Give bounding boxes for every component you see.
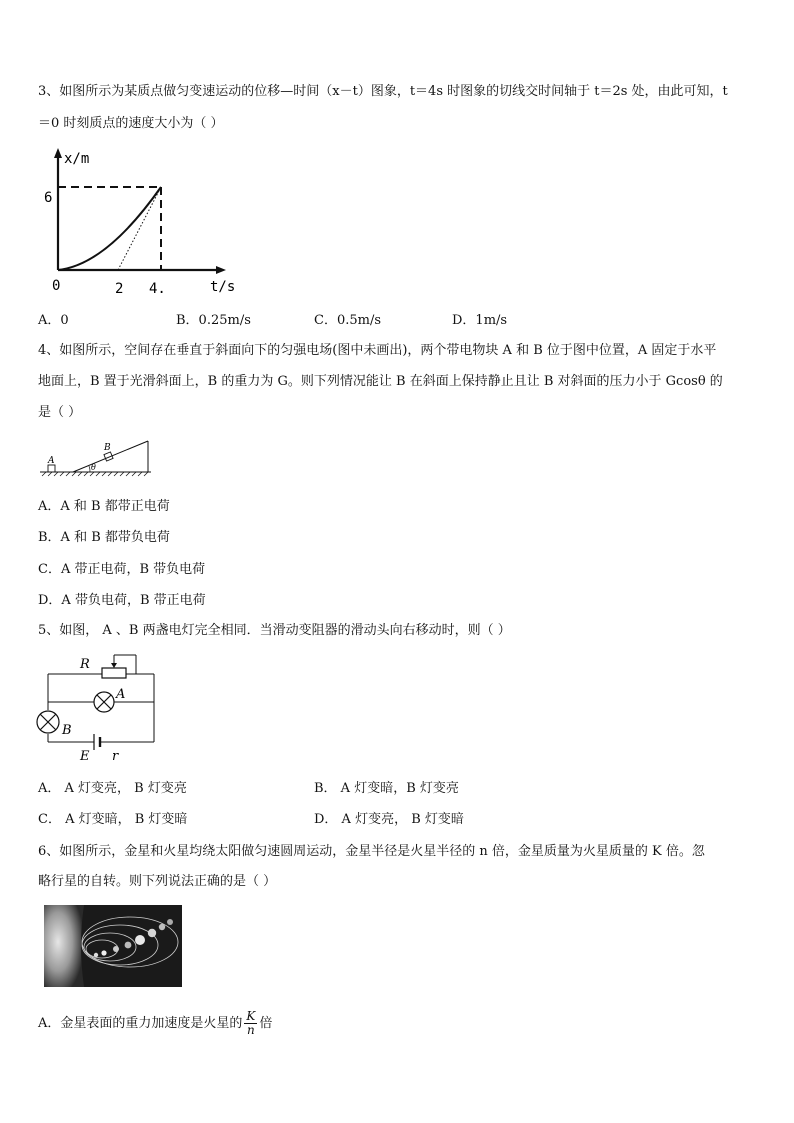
fraction-denominator: n — [247, 1023, 255, 1037]
q5-circuit-diagram — [34, 652, 162, 764]
q3-stem-line2: ＝0 时刻质点的速度大小为（ ） — [38, 116, 224, 131]
q6-stem-line1: 6、如图所示，金星和火星均绕太阳做匀速圆周运动，金星半径是火星半径的 n 倍，金星质量为火星质量的 K 倍。忽 — [38, 844, 705, 859]
y-axis-label: x/m — [64, 151, 90, 167]
q4-incline-figure — [38, 436, 163, 480]
q4-option-c: C．A 带正电荷，B 带负电荷 — [38, 562, 206, 577]
x-tick-4: 4. — [149, 281, 166, 297]
q3-option-b: B．0.25m/s — [176, 313, 251, 328]
q3-option-c: C．0.5m/s — [314, 313, 381, 328]
fraction-numerator: K — [246, 1009, 256, 1023]
q6-stem-line2: 略行星的自转。则下列说法正确的是（ ） — [38, 874, 277, 889]
q5-option-d: D． A 灯变亮， B 灯变暗 — [314, 812, 464, 827]
x-axis-label: t/s — [210, 279, 236, 295]
lamp-a-label: A — [116, 687, 126, 702]
q6-solar-system-image — [44, 905, 182, 987]
q5-option-a: A． A 灯变亮， B 灯变亮 — [38, 781, 187, 796]
q6-option-a-suffix: 倍 — [259, 1015, 273, 1031]
block-b-label: B — [104, 443, 111, 453]
q5-stem: 5、如图， A 、B 两盏电灯完全相同．当滑动变阻器的滑动头向右移动时，则（ ） — [38, 623, 511, 638]
q4-stem-line1: 4、如图所示，空间存在垂直于斜面向下的匀强电场(图中未画出)，两个带电物块 A 和 B 位于图中位置，A 固定于水平 — [38, 343, 717, 358]
x-tick-2: 2 — [115, 281, 124, 297]
q3-option-a: A．0 — [38, 313, 69, 328]
origin-label: 0 — [52, 278, 61, 294]
q5-option-c: C． A 灯变暗， B 灯变暗 — [38, 812, 188, 827]
q4-stem-line2: 地面上，B 置于光滑斜面上，B 的重力为 G。则下列情况能让 B 在斜面上保持静止且让 B 对斜面的压力小于 Gcosθ 的 — [38, 374, 723, 389]
q6-option-a-prefix: A．金星表面的重力加速度是火星的 — [38, 1015, 243, 1031]
y-tick-6: 6 — [44, 190, 53, 206]
lamp-b-label: B — [62, 723, 72, 738]
q6-option-a — [38, 1010, 272, 1037]
q4-stem-line3: 是（ ） — [38, 405, 82, 420]
theta-label: θ — [91, 463, 96, 472]
q4-option-b: B．A 和 B 都带负电荷 — [38, 530, 170, 545]
q3-displacement-time-graph — [36, 145, 246, 300]
internal-resistance-label: r — [112, 749, 119, 764]
block-a-label: A — [48, 456, 55, 466]
emf-label: E — [80, 749, 90, 764]
q4-option-d: D．A 带负电荷，B 带正电荷 — [38, 593, 206, 608]
q3-stem-line1: 3、如图所示为某质点做匀变速运动的位移—时间（x－t）图象，t＝4s 时图象的切线交时间轴于 t＝2s 处，由此可知，t — [38, 84, 728, 99]
fraction-k-over-n — [244, 1010, 257, 1037]
rheostat-label: R — [80, 657, 90, 672]
q3-option-d: D．1m/s — [452, 313, 508, 328]
q5-option-b: B． A 灯变暗，B 灯变亮 — [314, 781, 459, 796]
q4-option-a: A．A 和 B 都带正电荷 — [38, 499, 170, 514]
